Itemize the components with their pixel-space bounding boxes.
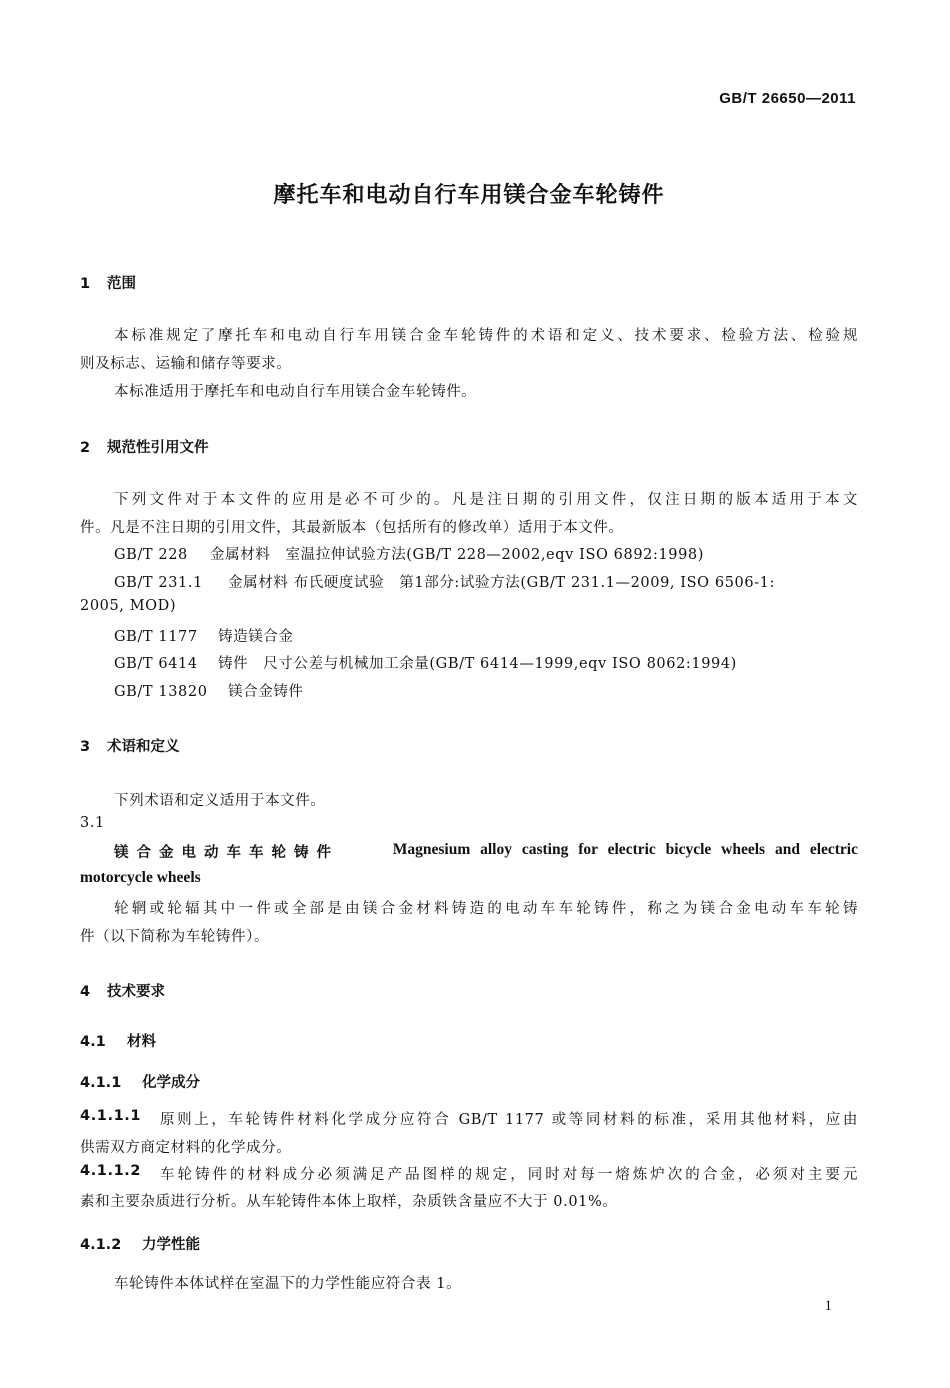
section-title: 化学成分	[142, 1075, 200, 1091]
section-2-heading	[80, 436, 209, 457]
section-number: 4.1.2	[80, 1237, 122, 1253]
section-title: 术语和定义	[107, 739, 180, 755]
term-english-continuation: motorcycle wheels	[80, 869, 201, 886]
section-title: 力学性能	[142, 1237, 200, 1253]
paragraph-line: 下列文件对于本文件的应用是必不可少的。凡是注日期的引用文件，仅注日期的版本适用于本文	[114, 492, 858, 508]
paragraph-line: 件。凡是不注日期的引用文件，其最新版本（包括所有的修改单）适用于本文件。	[80, 520, 624, 536]
section-title: 规范性引用文件	[107, 440, 209, 456]
subsection-4-1-2-heading	[80, 1233, 200, 1254]
term-number: 3.1	[80, 815, 105, 831]
paragraph-line: 供需双方商定材料的化学成分。	[80, 1140, 292, 1156]
paragraph-line: 素和主要杂质进行分析。从车轮铸件本体上取样，杂质铁含量应不大于 0.01%。	[80, 1194, 618, 1210]
section-3-heading	[80, 735, 180, 756]
section-number: 3	[80, 739, 91, 755]
section-title: 材料	[127, 1034, 156, 1050]
section-4-heading	[80, 980, 165, 1001]
reference-code: GB/T 231.1	[114, 575, 203, 591]
reference-item	[114, 652, 737, 673]
reference-item	[114, 680, 304, 701]
reference-continuation: 2005, MOD)	[80, 598, 177, 614]
clause-number: 4.1.1.1	[80, 1108, 142, 1124]
definition-line: 轮辋或轮辐其中一件或全部是由镁合金材料铸造的电动车车轮铸件，称之为镁合金电动车车轮铸	[114, 901, 858, 917]
reference-text: 铸造镁合金	[218, 629, 294, 645]
reference-text: 金属材料 室温拉伸试验方法(GB/T 228—2002,eqv ISO 6892:1998)	[210, 547, 705, 563]
paragraph-line: 本标准适用于摩托车和电动自行车用镁合金车轮铸件。	[114, 384, 477, 400]
section-number: 2	[80, 440, 91, 456]
reference-item	[114, 625, 294, 646]
reference-code: GB/T 228	[114, 547, 188, 563]
section-title: 范围	[107, 276, 136, 292]
paragraph-line: 车轮铸件本体试样在室温下的力学性能应符合表 1。	[114, 1276, 462, 1292]
section-number: 4.1	[80, 1034, 106, 1050]
reference-item	[114, 543, 704, 564]
clause-text: 车轮铸件的材料成分必须满足产品图样的规定，同时对每一熔炼炉次的合金，必须对主要元	[160, 1167, 858, 1183]
clause-4-1-1-2	[80, 1163, 858, 1184]
clause-text: 原则上，车轮铸件材料化学成分应符合 GB/T 1177 或等同材料的标准，采用其他材料，应由	[160, 1112, 858, 1128]
clause-number: 4.1.1.2	[80, 1163, 142, 1179]
reference-item	[114, 571, 775, 592]
page-number: 1	[824, 1298, 832, 1314]
definition-line: 件（以下简称为车轮铸件）。	[80, 929, 270, 945]
paragraph-line: 本标准规定了摩托车和电动自行车用镁合金车轮铸件的术语和定义、技术要求、检验方法、检验规	[114, 328, 858, 344]
reference-text: 铸件 尺寸公差与机械加工余量(GB/T 6414—1999,eqv ISO 8062:1994)	[218, 656, 737, 672]
section-1-heading	[80, 272, 136, 293]
reference-code: GB/T 1177	[114, 629, 198, 645]
document-title: 摩托车和电动自行车用镁合金车轮铸件	[273, 183, 665, 208]
section-number: 4	[80, 984, 91, 1000]
section-number: 1	[80, 276, 91, 292]
section-number: 4.1.1	[80, 1075, 122, 1091]
term-heading	[114, 841, 858, 862]
paragraph-line: 则及标志、运输和储存等要求。	[80, 356, 292, 372]
reference-code: GB/T 6414	[114, 656, 198, 672]
subsection-4-1-heading	[80, 1030, 156, 1051]
reference-text: 镁合金铸件	[228, 684, 304, 700]
section-title: 技术要求	[107, 984, 165, 1000]
paragraph-line: 下列术语和定义适用于本文件。	[114, 793, 326, 809]
subsection-4-1-1-heading	[80, 1071, 200, 1092]
term-chinese: 镁合金电动车车轮铸件	[114, 845, 339, 861]
clause-4-1-1-1	[80, 1108, 858, 1129]
reference-text: 金属材料 布氏硬度试验 第1部分:试验方法(GB/T 231.1—2009, ISO 6506-1:	[228, 575, 775, 591]
standard-number: GB/T 26650—2011	[719, 90, 856, 107]
term-english: Magnesium alloy casting for electric bicycle wheels and electric	[392, 841, 858, 858]
reference-code: GB/T 13820	[114, 684, 208, 700]
